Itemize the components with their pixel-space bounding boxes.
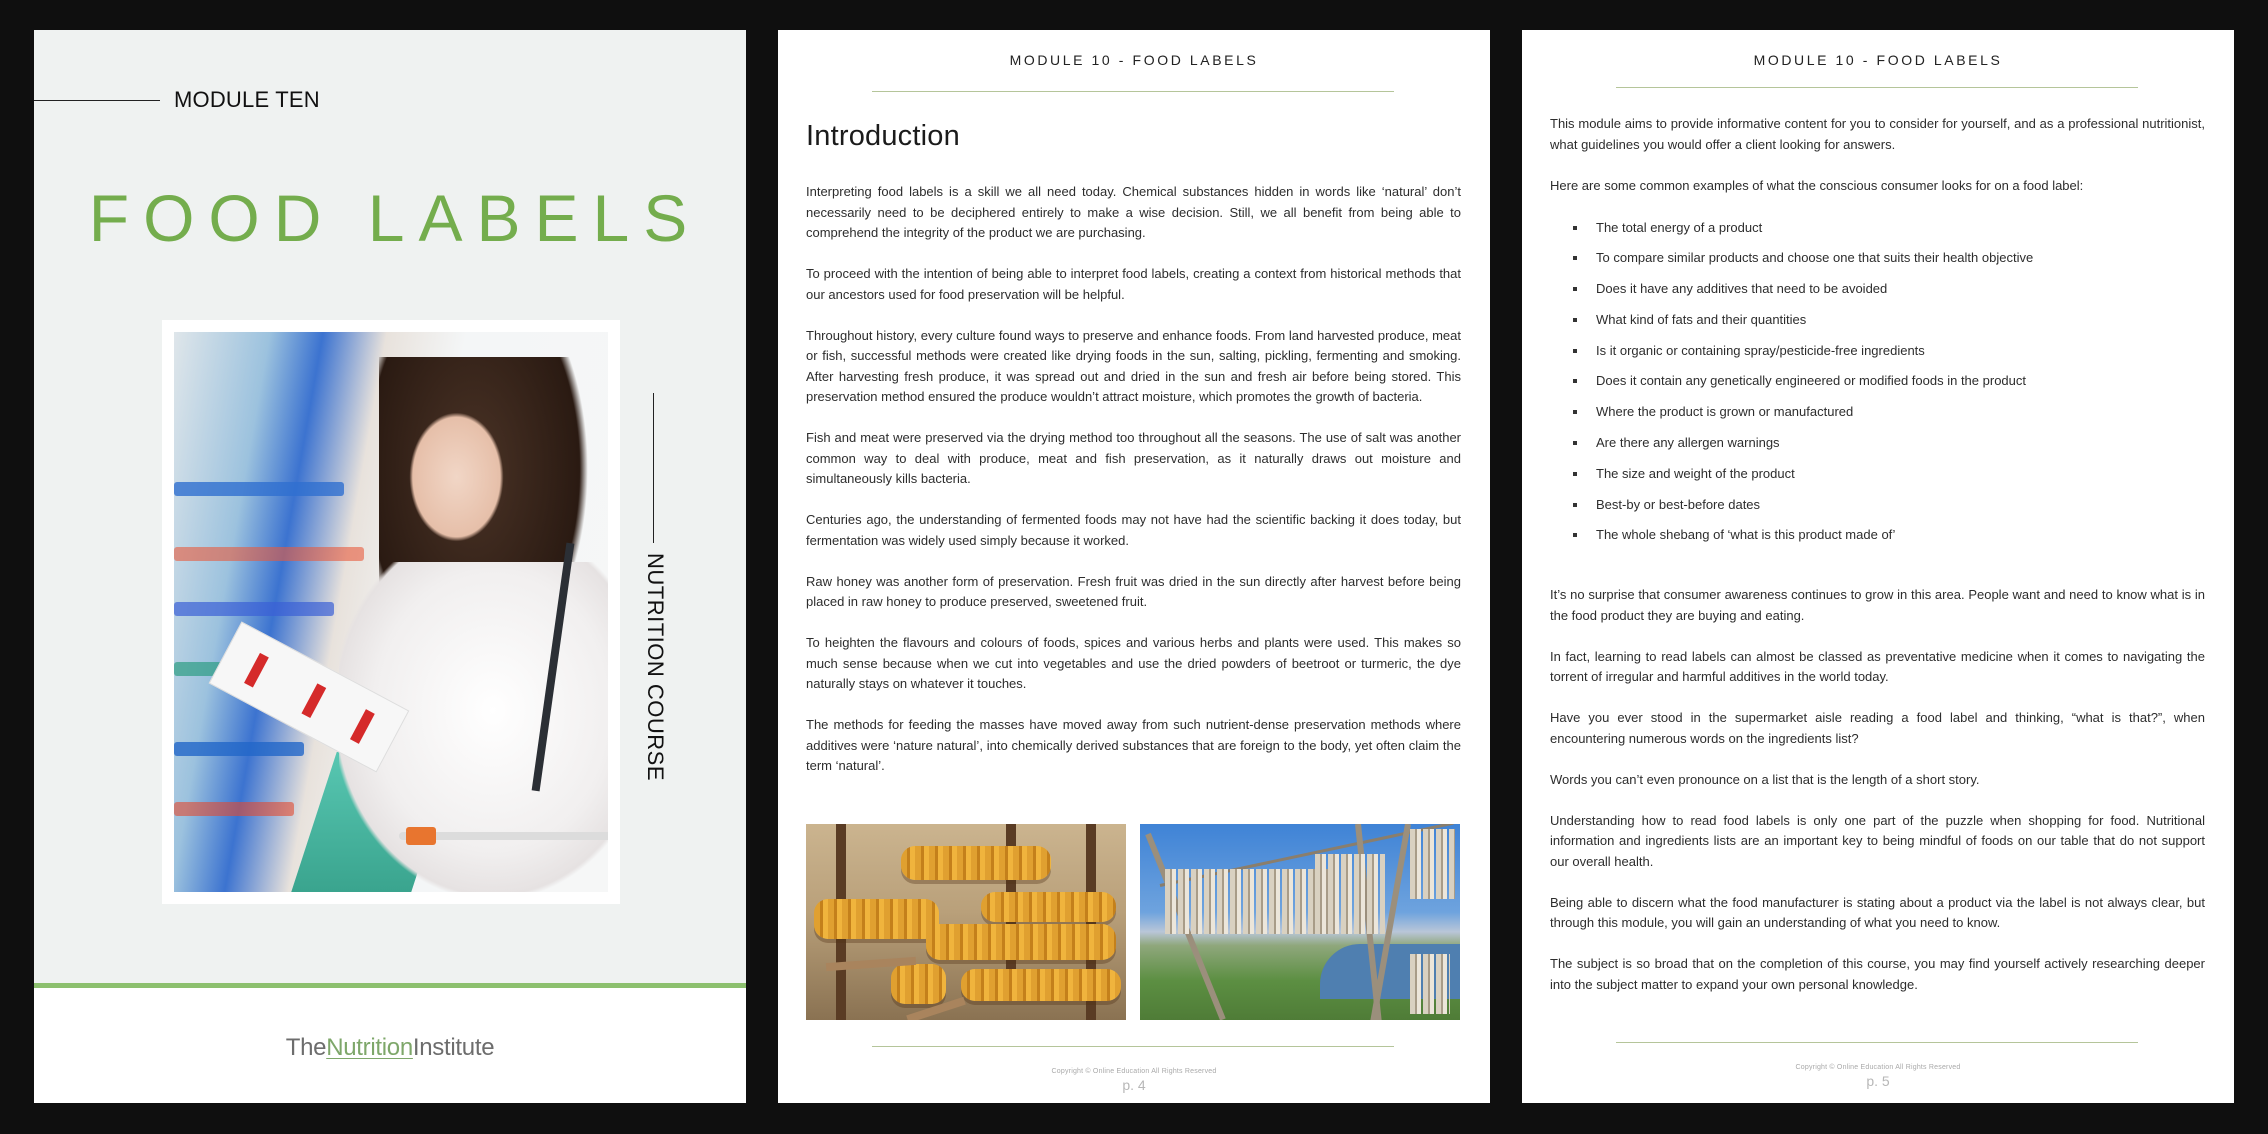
list-item: The size and weight of the product	[1550, 463, 2205, 494]
decorative-rule	[34, 100, 160, 101]
module-label: MODULE TEN	[174, 87, 320, 112]
footer-rule	[1616, 1042, 2138, 1043]
corn-drying-photo	[806, 824, 1126, 1020]
list-item: To compare similar products and choose one that suits their health objective	[1550, 247, 2205, 278]
paragraph: Being able to discern what the food manufacturer is stating about a product via the label is not always clear, but through this module, you will gain an understanding of what you need to know.	[1550, 894, 2205, 931]
logo-part-nutrition: Nutrition	[326, 1034, 413, 1061]
list-item: Is it organic or containing spray/pesticide-free ingredients	[1550, 340, 2205, 371]
paragraph: Fish and meat were preserved via the drying method too throughout all the seasons. The use of salt was another common way to deal with produce, meat and fish preservation, as it naturally draws out moisture and simultaneously kills bacteria.	[806, 430, 1461, 486]
header-rule	[1616, 87, 2138, 88]
list-item: Where the product is grown or manufactured	[1550, 401, 2205, 432]
paragraph: Words you can’t even pronounce on a list that is the length of a short story.	[1550, 771, 1980, 787]
logo-part-institute: Institute	[412, 1034, 495, 1061]
paragraph: The subject is so broad that on the completion of this course, you may find yourself actively researching deeper into the subject matter to expand your own personal knowledge.	[1550, 956, 2205, 992]
copyright-notice: Copyright © Online Education All Rights Reserved	[1051, 1068, 1217, 1075]
page-number: p. 4	[1122, 1077, 1146, 1093]
paragraph: Raw honey was another form of preservation. Fresh fruit was dried in the sun directly after harvest before being placed in raw honey to produce preserved, sweetened fruit.	[806, 573, 1461, 609]
page-4-body	[806, 118, 1461, 797]
paragraph: It’s no surprise that consumer awareness continues to grow in this area. People want and need to know what is in the food product they are buying and eating.	[1550, 587, 2205, 623]
page-number: p. 5	[1866, 1073, 1890, 1089]
paragraph: Centuries ago, the understanding of fermented foods may not have had the scientific backing it does today, but fermentation was widely used simply because it worked.	[806, 512, 1461, 548]
list-item: The total energy of a product	[1550, 217, 2205, 248]
module-label-row	[34, 87, 320, 112]
vertical-course-label	[634, 393, 674, 793]
list-item: Best-by or best-before dates	[1550, 494, 2205, 525]
paragraph: Here are some common examples of what the conscious consumer looks for on a food label:	[1550, 177, 2084, 193]
paragraph: Interpreting food labels is a skill we all need today. Chemical substances hidden in words like ‘natural’ don’t necessarily need to be deciphered entirely to make a wise decision. Still, we all benefit from being able to comprehend the integrity of the product we are purchasing.	[806, 184, 1461, 240]
course-label: NUTRITION COURSE	[643, 553, 668, 781]
cover-photo-frame	[162, 320, 620, 904]
paragraph: Understanding how to read food labels is only one part of the puzzle when shopping for food. Nutritional information and ingredients lists are an important key to being mindful of foods on our table that do not support our overall health.	[1550, 812, 2205, 869]
paragraph: In fact, learning to read labels can almost be classed as preventative medicine when it comes to navigating the torrent of irregular and harmful additives in the world today.	[1550, 648, 2205, 685]
institute-logo	[34, 1034, 746, 1062]
photo-row	[806, 824, 1460, 1020]
cover-page	[34, 30, 746, 1103]
paragraph: To proceed with the intention of being able to interpret food labels, creating a context from historical methods that our ancestors used for food preservation will be helpful.	[806, 266, 1461, 302]
label-checklist	[1550, 217, 2205, 556]
logo-part-the: The	[285, 1034, 327, 1061]
paragraph: Throughout history, every culture found ways to preserve and enhance foods. From land harvested produce, meat or fish, successful methods were created like drying foods in the sun, salting, pickling, fermenting and smoking. After harvesting fresh produce, it was spread out and dried in the sun and fresh air before being stored. This preservation method ensured the produce wouldn’t attract moisture, which promotes the growth of bacteria.	[806, 327, 1461, 404]
paragraph: The methods for feeding the masses have moved away from such nutrient-dense preservation methods where additives were ‘nature natural’, into chemically derived substances that are foreign to the body, yet often claim the term ‘natural’.	[806, 717, 1461, 773]
footer-rule	[872, 1046, 1394, 1047]
running-header: MODULE 10 - FOOD LABELS	[1009, 52, 1259, 68]
decorative-rule	[653, 393, 654, 543]
cover-footer	[34, 983, 746, 1103]
list-item: Are there any allergen warnings	[1550, 432, 2205, 463]
section-heading: Introduction	[806, 120, 960, 152]
page-4	[778, 30, 1490, 1103]
header-rule	[872, 91, 1394, 92]
page-5-body	[1550, 114, 2205, 1016]
cover-photo	[174, 332, 608, 892]
fish-drying-photo	[1140, 824, 1460, 1020]
cover-title: FOOD LABELS	[88, 181, 702, 255]
list-item: Does it have any additives that need to be avoided	[1550, 278, 2205, 309]
running-header: MODULE 10 - FOOD LABELS	[1753, 52, 2003, 68]
list-item: What kind of fats and their quantities	[1550, 309, 2205, 340]
paragraph: To heighten the flavours and colours of foods, spices and various herbs and plants were used. This makes so much sense because when we cut into vegetables and use the dried powders of beetroot or turmeric, the dye naturally stays on whatever it touches.	[806, 635, 1461, 691]
page-5	[1522, 30, 2234, 1103]
list-item: Does it contain any genetically engineered or modified foods in the product	[1550, 370, 2205, 401]
copyright-notice: Copyright © Online Education All Rights Reserved	[1795, 1064, 1961, 1071]
paragraph: This module aims to provide informative content for you to consider for yourself, and as a professional nutritionist, what guidelines you would offer a client looking for answers.	[1550, 116, 2205, 152]
list-item: The whole shebang of ‘what is this product made of’	[1550, 524, 2205, 555]
paragraph: Have you ever stood in the supermarket aisle reading a food label and thinking, “what is that?”, when encountering numerous words on the ingredients list?	[1550, 710, 2205, 746]
